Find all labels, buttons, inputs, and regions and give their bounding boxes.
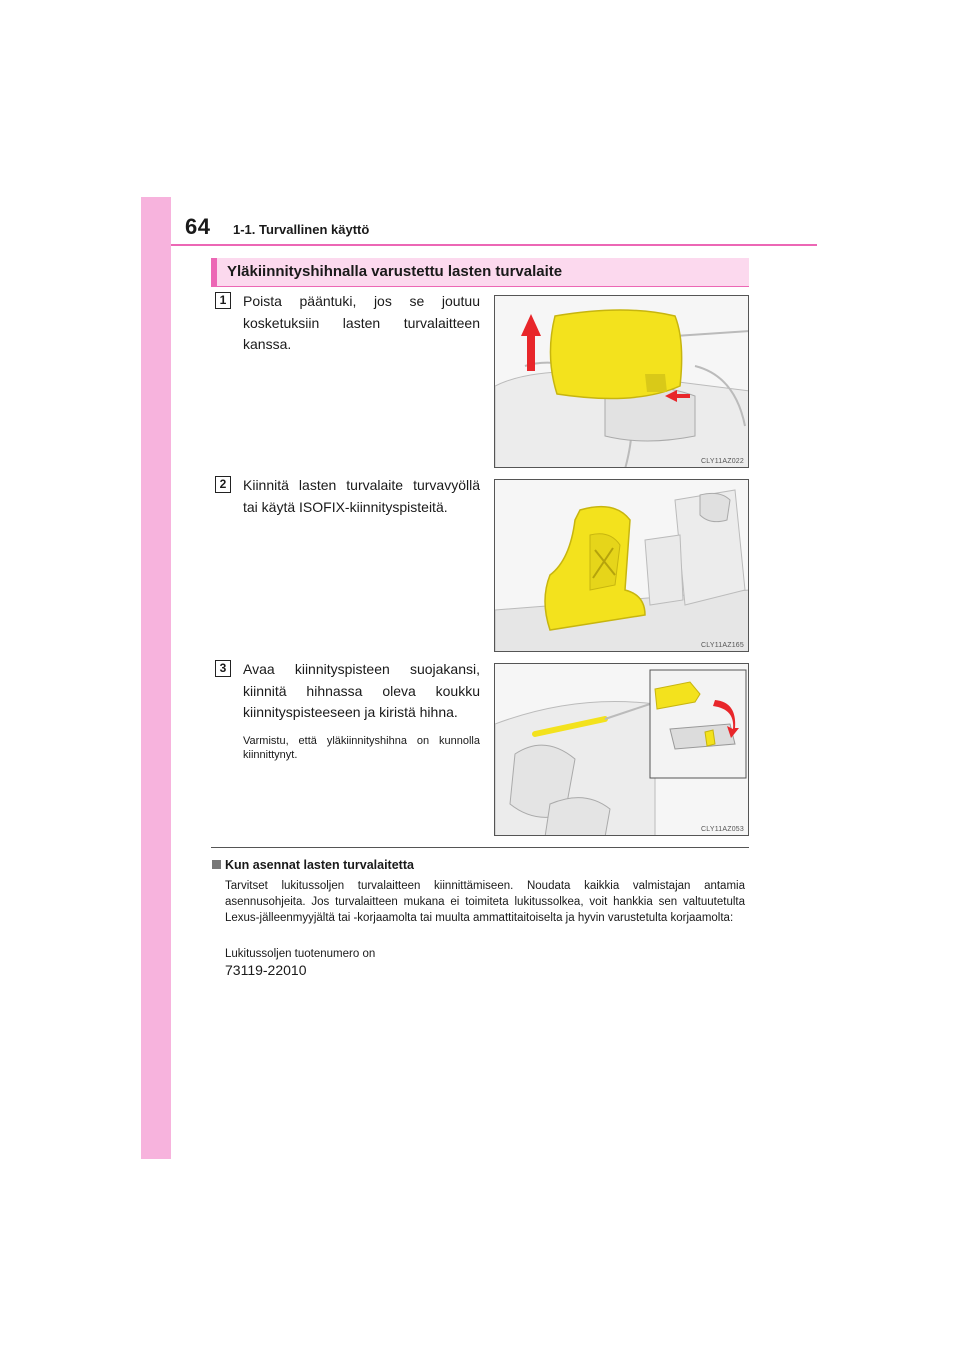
figure-code: CLY11AZ165 (701, 642, 744, 649)
note-partnum-value: 73119-22010 (225, 962, 307, 978)
figure-code: CLY11AZ022 (701, 458, 744, 465)
step-2-text: Kiinnitä lasten turvalaite turvavyöllä tai käytä ISOFIX-kiinnityspisteitä. (243, 477, 480, 515)
top-tether-illustration (495, 664, 749, 836)
figure-remove-headrest (494, 295, 749, 468)
step-3-number: 3 (215, 660, 231, 677)
step-3-text: Avaa kiinnityspisteen suojakansi, kiinnitä hihnassa oleva koukku kiinnityspisteeseen ja kiristä hihna. (243, 661, 480, 720)
child-seat-illustration (495, 480, 749, 652)
section-underline (211, 286, 749, 287)
figure-attach-top-tether (494, 663, 749, 836)
step-1-number: 1 (215, 292, 231, 309)
step-1-text: Poista pääntuki, jos se joutuu kosketuksiin lasten turvalaitteen kanssa. (243, 293, 480, 352)
figure-code: CLY11AZ053 (701, 826, 744, 833)
note-body: Tarvitset lukitussoljen turvalaitteen kiinnittämiseen. Noudata kaikkia valmistajan antamia asennusohjeita. Jos turvalaitteen mukana ei toimiteta lukitussolkea, voit hankkia sen valtuutetulta Lexus-jälleenmyyjältä tai -korjaamolta tai muulta ammattitaitoiselta ja hyvin varustetulta korjaamolta: (225, 880, 745, 924)
figure-install-child-seat (494, 479, 749, 652)
section-end-rule (211, 847, 749, 848)
page-number: 64 (185, 214, 211, 239)
step-2-number: 2 (215, 476, 231, 493)
header-rule (171, 244, 817, 246)
step-3-note: Varmistu, että yläkiinnityshihna on kunnolla kiinnittynyt. (243, 735, 480, 761)
note-heading (212, 858, 414, 872)
section-title: Yläkiinnityshihnalla varustettu lasten turvalaite (211, 258, 749, 286)
square-bullet-icon (212, 860, 221, 869)
chapter-side-tab (141, 197, 171, 1159)
note-partnum-label: Lukitussoljen tuotenumero on (225, 948, 376, 960)
chapter-label: 1-1. Turvallinen käyttö (233, 222, 370, 237)
note-heading-text: Kun asennat lasten turvalaitetta (225, 858, 414, 872)
headrest-illustration (495, 296, 749, 468)
